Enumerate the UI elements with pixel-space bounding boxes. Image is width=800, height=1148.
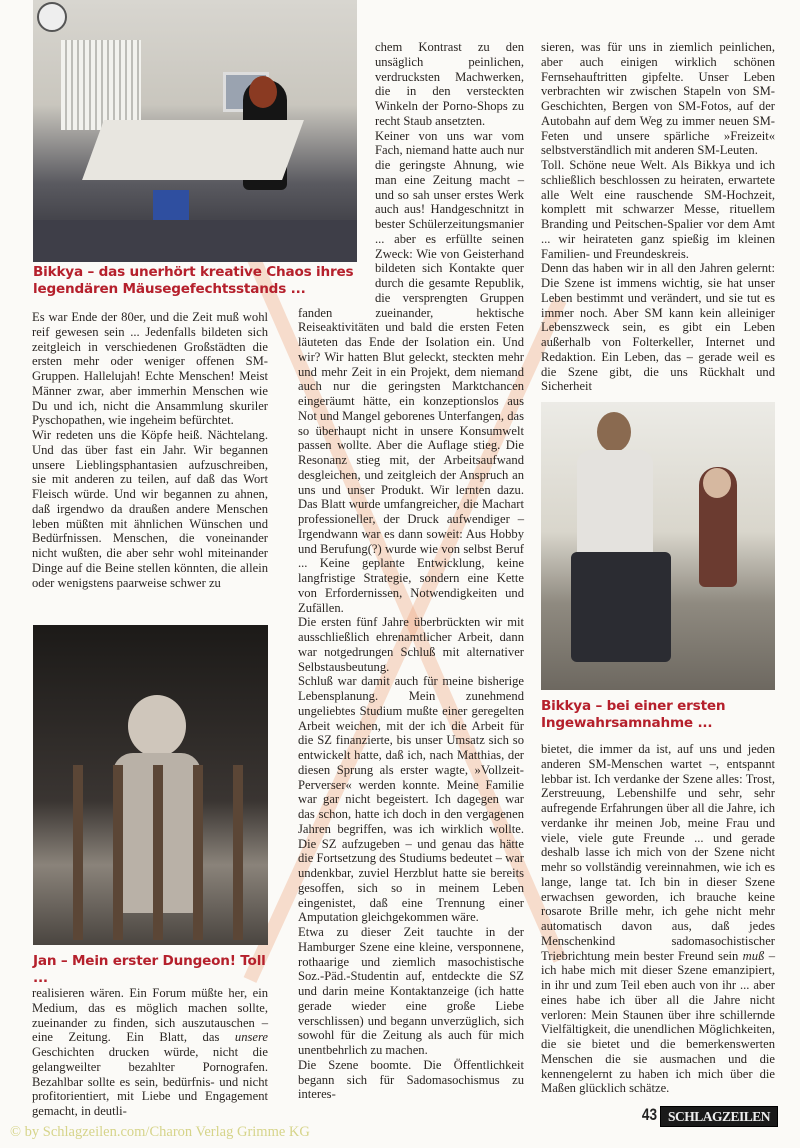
text: bietet, die immer da ist, auf uns und jeden anderen SM-Menschen wartet –, entspannt lebbar ist. Ich verdanke der Szene alles: Trost, Zerstreuung, Lebenshilfe und sehr, sehr aufregende Erfahrungen über all die Jahre, ich verdanke ihr meinen Job, meine Frau und viele, viele gute Freunde ... und gerade deshalb lasse ich mich von der Szene nicht mehr so vollständig vereinnahmen, wie ich es lange, lange tat. Ich bin in dieser Szene erwachsen geworden, ich brauche keine rosarote Brille mehr, ich gehe nicht mehr automatisch davon aus, daß jedes Menschenkind sadomasochistischer Triebrichtung mein bester Freund sein bbox=[541, 742, 775, 963]
paragraph: sieren, was für uns in ziemlich peinlichen, aber auch einigen wirklich schönen Fernsehauftritten gipfelte. Unser Leben verbrachten wir zwischen Stapeln von SM-Geschichten, Bergen von SM-Fotos, auf der Autobahn auf dem Weg zu immer neuen SM-Feten und unsere spärliche »Freizeit« selbstverständlich mit anderen SM-Leuten. bbox=[541, 40, 775, 158]
caption-baby: Jan – Mein erster Dungeon! Toll ... bbox=[33, 953, 266, 986]
right-column-text bbox=[541, 40, 775, 394]
emphasis: muß bbox=[742, 948, 765, 963]
paragraph: Schluß war damit auch für meine bisherige Lebensplanung. Mein zunehmend ungeliebtes Studium mußte einer geregelten Arbeit weichen, mit der ich die Arbeit für die SZ finanzierte, bis unser Umsatz sich so entwickelt hatte, daß ich, nach Matthias, der diesen Sprung als erster wagte, »Vollzeit-Perverser« werden konnte. Meine Familie war gar nicht begeistert. Ich dagegen war das schon, hatte ich doch in den vergagenen Jahren begriffen, was ich wirklich wollte. Die SZ aufzugeben – und genau das hätte die Fortsetzung des Studiums bedeutet – war undenkbar, zuviel Herzblut hatte sie bereits gesoffen, sich so in meinem Leben eingenistet, daß eine Trennung einer Amputation gleichgekommen wäre. bbox=[298, 674, 524, 925]
page-number: 43 bbox=[641, 1105, 658, 1124]
wall-clock bbox=[37, 2, 67, 32]
caption-uniform: Bikkya – bei einer ersten Ingewahrsamnahme ... bbox=[541, 698, 726, 731]
baby-photo bbox=[33, 625, 268, 945]
paragraph: Keiner von uns war vom Fach, niemand hatte auch nur die geringste Ahnung, wie man eine Zeitung macht – und so sah unser erstes Werk auch aus! Handgeschnitzt in bester Schülerzeitungsmanier ... aber es erfüllte seinen Zweck: Wie von Geisterhand bildeten sich Kontakte quer durch die gesamte Republik, die versprengten Gruppen fanden zueinander, hektische Reiseaktivitäten und bald die ersten Feten läuteten das Ende der Isolation ein. Und wir? Wir hatten Blut geleckt, steckten mehr und mehr Zeit in ein Projekt, dem niemand auch nur die geringsten Marktchancen eingeräumt hätte, ein konzeptionslos aus Not und Mangel geborenes Unterfangen, das so überhaupt nicht in unsere Konsumwelt passen wollte. Aber die Auflage stieg. Die Resonanz stieg mit, der Arbeitsaufwand desgleichen, und zeitgleich der Anspruch an uns und unser Produkt. Wir lernten dazu. Das Blatt wurde umfangreicher, die Machart professioneller, der Druck aufwendiger – Irgendwann war es dann soweit: Aus Hobby und Berufung(?) wurde wie von selbst Beruf ... Keine geplante Entwicklung, keine langfristige Strategie, sondern eine Kette von Erfordernissen, Notwendigkeiten und Zufällen. bbox=[298, 128, 524, 615]
radiator bbox=[61, 40, 141, 130]
paragraph: Etwa zu dieser Zeit tauchte in der Hamburger Szene eine kleine, versponnene, rothaarige und ziemlich masochistische Soz.-Päd.-Studentin auf, entdeckte die SZ und darin meine Kontaktanzeige (ich hatte gerade wieder eine große Liebe verschlissen) und begann unverzüglich, sich sowohl für die Zeitung als auch für mich unentbehrlich zu machen. bbox=[298, 925, 524, 1057]
magazine-logo: SCHLAGZEILEN bbox=[660, 1106, 778, 1127]
paragraph: Denn das haben wir in all den Jahren gelernt: Die Szene ist immens wichtig, sie hat unser Leben bestimmt und verändert, und sie tut es immer noch. Aber SM kann kein alleiniger Lebenszweck sein, es gibt ein Leben außerhalb von Folterkeller, Internet und Redaktion. Ein Leben, das – gerade weil es die Szene gibt, die uns Rückhalt und Sicherheit bbox=[541, 261, 775, 394]
photo-spacer bbox=[298, 40, 375, 298]
paragraph: Die Szene boomte. Die Öffentlichkeit begann sich für Sadomasochismus zu interes- bbox=[298, 1057, 524, 1102]
emphasis: unsere bbox=[234, 1030, 268, 1045]
text: realisieren wären. Ein Forum müßte her, ein Medium, das es möglich machen sollte, zueinander zu finden, sich auszutauschen – eine Zeitung. Ein Blatt, das bbox=[32, 986, 268, 1045]
person-head bbox=[249, 76, 277, 108]
middle-column-text bbox=[298, 40, 524, 1102]
officer-body bbox=[577, 450, 653, 560]
officer-legs bbox=[571, 552, 671, 662]
paragraph: Toll. Schöne neue Welt. Als Bikkya und ich schließlich beschlossen zu heiraten, erwartete alle Welt eine rauschende SM-Hochzeit, komplett mit schwarzer Messe, rituellem Branding und Peitschen-Spalier vor dem Amt ... wir heirateten ganz spießig im kleinen Familien- und Freundeskreis. bbox=[541, 158, 775, 261]
copyright-notice: © by Schlagzeilen.com/Charon Verlag Grimme KG bbox=[10, 1124, 310, 1140]
left-column-text bbox=[32, 310, 268, 590]
playpen-bars bbox=[43, 765, 258, 940]
desk-papers bbox=[82, 120, 304, 180]
officer-head bbox=[597, 412, 631, 452]
uniform-photo bbox=[541, 402, 775, 690]
paragraph: Die ersten fünf Jahre überbrückten wir mit ausschließlich ehrenamtlicher Arbeit, dann war notgedrungen Schluß mit alternativer Selbstausbeutung. bbox=[298, 615, 524, 674]
paragraph bbox=[32, 986, 268, 1119]
paragraph: chem Kontrast zu den unsäglich peinlichen, verdrucksten Machwerken, die in den versteckten Winkeln der Porno-Shops zu recht Staub ansetzten. bbox=[375, 40, 524, 128]
caption-office: Bikkya – das unerhört kreative Chaos ihres legendären Mäusegefechtsstands ... bbox=[33, 264, 354, 297]
baby-head bbox=[128, 695, 186, 757]
left-column-bottom-text bbox=[32, 986, 268, 1119]
text: Geschichten drucken würde, nicht die gelangweilter bezahlter Pornografen. Bezahlbar sollte es sein, bedürfnis- und nicht profitorientiert, mit Liebe und Engagement gemacht, in deutli- bbox=[32, 1045, 268, 1118]
right-column-bottom-text bbox=[541, 742, 775, 1096]
child-head bbox=[703, 468, 731, 498]
paragraph bbox=[541, 742, 775, 1096]
text: – ich habe mich mit dieser Szene emanzipiert, in ihr und zum Teil eben auch von ihr ... aber eines habe ich über all die Jahre nicht verloren: Mein Staunen über ihre schillernde Vielfältigkeit, die unendlichen Möglichkeiten, die sie bietet und die bemerkenswerten Menschen die sie ausmachen und die kennengelernt zu haben ich mich über die Maßen glücklich schätze. bbox=[541, 948, 775, 1096]
paragraph: Es war Ende der 80er, und die Zeit muß wohl reif gewesen sein ... Jedenfalls bildeten sich zeitgleich in verschiedenen Großstädten die ersten mehr oder weniger offenen SM-Gruppen. Hallelujah! Echte Menschen! Meist Männer zwar, aber immerhin Menschen wie Du und ich, nicht die Ansammlung skuriler Pyschopathen, wie ingeheim befürchtet. bbox=[32, 310, 268, 428]
paragraph: Wir redeten uns die Köpfe heiß. Nächtelang. Und das über fast ein Jahr. Wir begannen unsere Lieblingsphantasien aufzuschreiben, sie mit anderen zu teilen, auf daß das Wort Fleisch würde. Und wir begannen zu ahnen, daß irgendwo da draußen andere Menschen leben müßten mit ähnlichen Wünschen und Bedürfnissen. Menschen, die voneinander nicht wußten, die aber sehr wohl miteinander Dinge auf die Beine stellen könnten, die allein oder wenigstens paarweise schwer zu bbox=[32, 428, 268, 590]
